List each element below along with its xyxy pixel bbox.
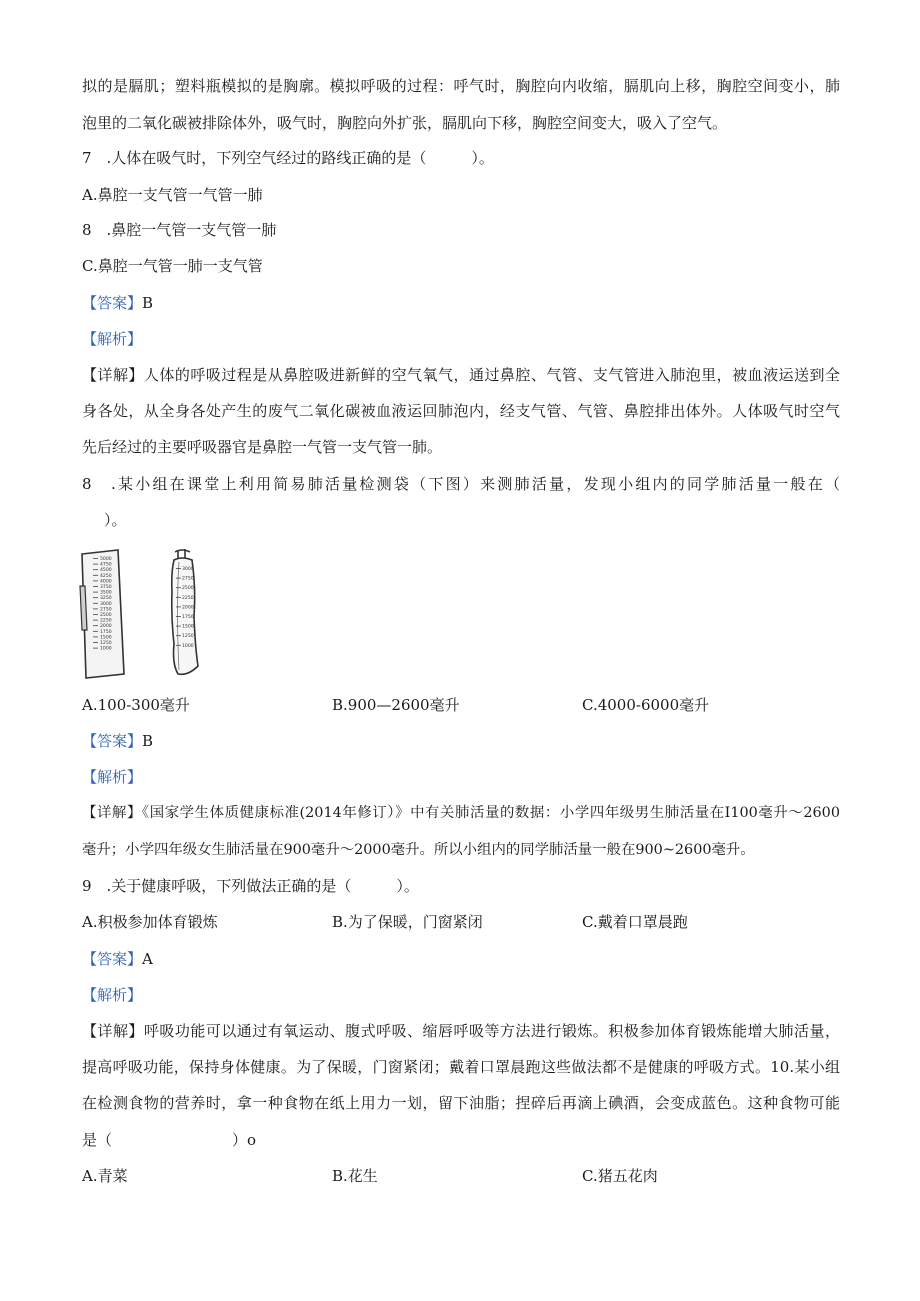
left-scale-label: 4500 bbox=[100, 568, 112, 574]
q9-detail-line-4: 是（ ）o bbox=[82, 1131, 257, 1149]
intro-line-2: 泡里的二氧化碳被排除体外，吸气时，胸腔向外扩张，膈肌向下移，胸腔空间变大，吸入了空气。 bbox=[82, 114, 728, 132]
right-scale-label: 2250 bbox=[182, 595, 194, 601]
q7-detail-line-2: 身各处，从全身各处产生的废气二氧化碳被血液运回肺泡内，经支气管、气管、鼻腔排出体外。人体吸气时空气 bbox=[82, 402, 840, 420]
spirometer-bag-illustration bbox=[78, 548, 213, 680]
right-scale-label: 1250 bbox=[182, 634, 194, 640]
q9-option-a: A.积极参加体育锻炼 bbox=[82, 913, 218, 931]
right-scale-label: 2750 bbox=[182, 576, 194, 582]
spirometer-bag-figure bbox=[78, 548, 213, 680]
q7-option-a: A.鼻腔一支气管一气管一肺 bbox=[82, 186, 263, 204]
left-scale-label: 3250 bbox=[100, 596, 112, 602]
q8-option-a: A.100-300毫升 bbox=[82, 696, 190, 714]
right-scale-label: 1750 bbox=[182, 615, 194, 620]
left-scale-label: 1500 bbox=[100, 635, 112, 641]
q8-detail-line-1 bbox=[82, 803, 840, 823]
right-scale-label: 3000 bbox=[182, 567, 194, 572]
q9-option-c: C.戴着口罩晨跑 bbox=[582, 913, 688, 931]
q9-analysis-tag: 【解析】 bbox=[82, 986, 143, 1004]
q8-stem-line-2: ）。 bbox=[104, 511, 127, 529]
detail-tag: 【详解】 bbox=[82, 805, 142, 821]
q10-option-c: C.猪五花肉 bbox=[582, 1167, 658, 1185]
q8-stem-line-1: 8 .某小组在课堂上利用简易肺活量检测袋（下图）来测肺活量，发现小组内的同学肺活量一般在（ bbox=[82, 475, 840, 493]
q7-option-b: 8 .鼻腔一气管一支气管一肺 bbox=[82, 221, 277, 239]
q10-option-b: B.花生 bbox=[332, 1167, 378, 1185]
q9-stem: 9 .关于健康呼吸，下列做法正确的是（ ）。 bbox=[82, 877, 419, 895]
right-bag bbox=[172, 549, 198, 674]
q7-answer-line bbox=[82, 293, 153, 313]
left-scale-label: 1000 bbox=[100, 646, 112, 652]
right-scale-label: 1500 bbox=[182, 624, 194, 630]
q10-option-a: A.青菜 bbox=[82, 1167, 128, 1185]
detail-tag: 【详解】 bbox=[82, 366, 144, 384]
left-scale-label: 4000 bbox=[100, 579, 112, 585]
left-scale-label: 1250 bbox=[100, 641, 112, 646]
q9-detail-line-2: 提高呼吸功能，保持身体健康。为了保暖，门窗紧闭；戴着口罩晨跑这些做法都不是健康的呼吸方式。10.某小组 bbox=[82, 1058, 840, 1076]
q7-detail-line-3: 先后经过的主要呼吸器官是鼻腔一气管一支气管一肺。 bbox=[82, 438, 443, 456]
q9-detail-line-3: 在检测食物的营养时，拿一种食物在纸上用力一划，留下油脂；捏碎后再滴上碘酒，会变成蓝色。这种食物可能 bbox=[82, 1094, 840, 1112]
q9-answer-line bbox=[82, 949, 153, 969]
left-scale-label: 3750 bbox=[100, 585, 112, 590]
left-scale-label: 1750 bbox=[100, 629, 112, 635]
left-scale-label: 4250 bbox=[100, 573, 112, 579]
right-scale-label: 2500 bbox=[182, 586, 194, 592]
q9-detail-line-1 bbox=[82, 1021, 840, 1041]
left-bag bbox=[80, 550, 124, 678]
intro-line-1: 拟的是膈肌；塑料瓶模拟的是胸廓。模拟呼吸的过程：呼气时，胸腔向内收缩，膈肌向上移，胸腔空间变小，肺 bbox=[82, 77, 840, 95]
answer-tag: 【答案】 bbox=[82, 732, 143, 750]
q7-detail-line-1 bbox=[82, 365, 840, 385]
q8-option-b: B.900—2600毫升 bbox=[332, 696, 460, 714]
left-scale-label: 3500 bbox=[100, 590, 112, 596]
right-scale-label: 2000 bbox=[182, 605, 194, 611]
answer-tag: 【答案】 bbox=[82, 950, 143, 968]
left-scale-label: 2500 bbox=[100, 613, 112, 618]
q7-answer-value: B bbox=[142, 294, 154, 312]
q9-option-b: B.为了保暖，门窗紧闭 bbox=[332, 913, 483, 931]
q9-detail-text-1: 呼吸功能可以通过有氧运动、腹式呼吸、缩唇呼吸等方法进行锻炼。积极参加体育锻炼能增大肺活量， bbox=[143, 1022, 840, 1040]
q8-answer-value: B bbox=[142, 732, 154, 750]
answer-tag: 【答案】 bbox=[82, 294, 143, 312]
q7-option-c: C.鼻腔一气管一肺一支气管 bbox=[82, 257, 263, 275]
q8-analysis-tag: 【解析】 bbox=[82, 768, 143, 786]
left-scale-label: 2750 bbox=[100, 607, 112, 613]
detail-tag: 【详解】 bbox=[82, 1022, 144, 1040]
q7-stem: 7 .人体在吸气时，下列空气经过的路线正确的是（ ）。 bbox=[82, 149, 494, 167]
q8-option-c: C.4000-6000毫升 bbox=[582, 696, 710, 714]
left-scale-label: 4750 bbox=[100, 562, 112, 568]
q7-analysis-tag: 【解析】 bbox=[82, 330, 143, 348]
q8-answer-line bbox=[82, 731, 153, 751]
left-scale-label: 2000 bbox=[100, 624, 112, 630]
q8-detail-line-2: 毫升；小学四年级女生肺活量在900毫升～2000毫升。所以小组内的同学肺活量一般在900~2600毫升。 bbox=[82, 842, 755, 858]
left-scale-label: 3000 bbox=[100, 601, 112, 607]
q8-detail-text-1: 《国家学生体质健康标准(2014年修订）》中有关肺活量的数据：小学四年级男生肺活量在I100毫升～2600 bbox=[141, 805, 840, 821]
left-scale-label: 2250 bbox=[100, 618, 112, 624]
q9-answer-value: A bbox=[142, 950, 153, 968]
left-scale-label: 5000 bbox=[100, 557, 112, 562]
q7-detail-text-1: 人体的呼吸过程是从鼻腔吸进新鲜的空气氧气，通过鼻腔、气管、支气管进入肺泡里，被血液运送到全 bbox=[143, 366, 840, 384]
right-scale-label: 1000 bbox=[182, 643, 194, 649]
